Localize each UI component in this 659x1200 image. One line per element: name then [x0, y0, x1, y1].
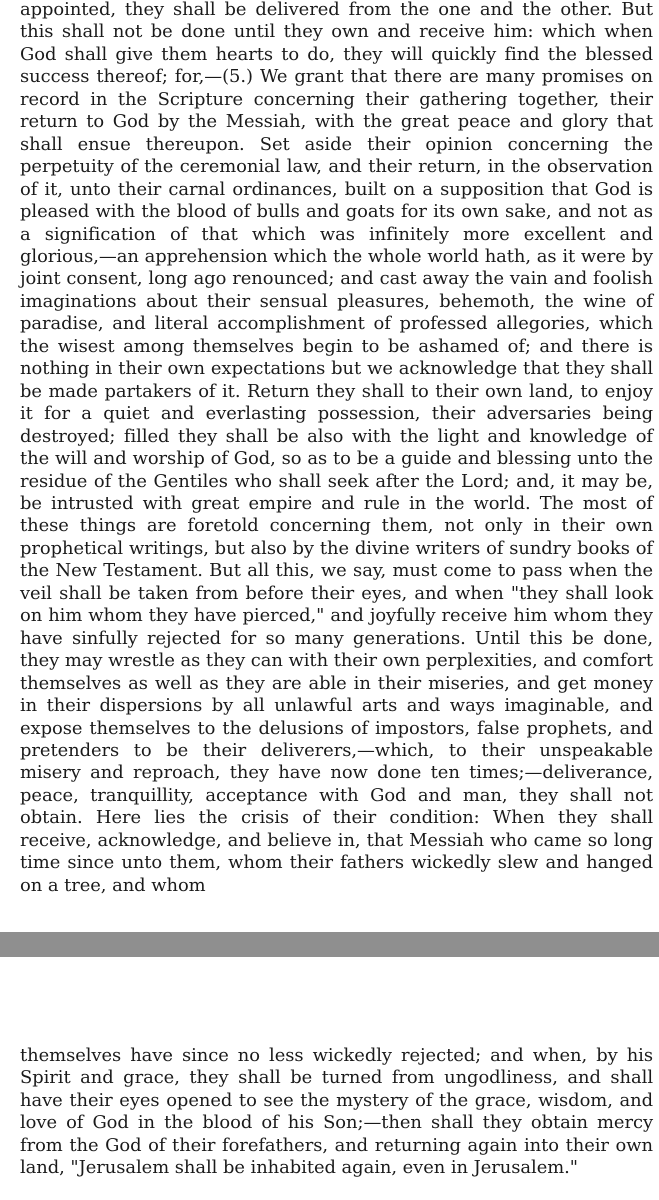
page-top-paragraph: appointed, they shall be delivered from the one and the other. But this shall not be done until they own and receive him: which when God shall give them hearts to do, they will quickly find the blessed success thereof; for,—(5.) We grant that there are many promises on record in the Scripture concerning their gathering together, their return to God by the Messiah, with the great peace and glory that shall ensue thereupon. Set aside their opinion concerning the perpetuity of the ceremonial law, and their return, in the observation of it, unto their carnal ordinances, built on a supposition that God is pleased with the blood of bulls and goats for its own sake, and not as a signification of that which was infinitely more excellent and glorious,—an apprehension which the whole world hath, as it were by joint consent, long ago renounced; and cast away the vain and foolish imaginations about their sensual pleasures, behemoth, the wine of paradise, and literal accomplishment of professed allegories, which the wisest among themselves begin to be ashamed of; and there is nothing in their own expectations but we acknowledge that they shall be made partakers of it. Return they shall to their own land, to enjoy it for a quiet and everlasting possession, their adversaries being destroyed; filled they shall be also with the light and knowledge of the will and worship of God, so as to be a guide and blessing unto the residue of the Gentiles who shall seek after the Lord; and, it may be, be intrusted with great empire and rule in the world. The most of these things are foretold concerning them, not only in their own prophetical writings, but also by the divine writers of sundry books of the New Testament. But all this, we say, must come to pass when the veil shall be taken from before their eyes, and when "they shall look on him whom they have pierced," and joyfully receive him whom they have sinfully rejected for so many generations. Until this be done, they may wrestle as they can with their own perplexities, and comfort themselves as well as they are able in their miseries, and get money in their dispersions by all unlawful arts and ways imaginable, and expose themselves to the delusions of impostors, false prophets, and pretenders to be their deliverers,—which, to their unspeakable misery and reproach, they have now done ten times;—deliverance, peace, tranquillity, acceptance with God and man, they shall not obtain. Here lies the crisis of their condition: When they shall receive, acknowledge, and believe in, that Messiah who came so long time since unto them, whom their fathers wickedly slew and hanged on a tree, and whom	[20, 0, 653, 896]
page-bottom-paragraph: themselves have since no less wickedly rejected; and when, by his Spirit and grace, they shall be turned from ungodliness, and shall have their eyes opened to see the mystery of the grace, wisdom, and love of God in the blood of his Son;—then shall they obtain mercy from the God of their forefathers, and returning again into their own land, "Jerusalem shall be inhabited again, even in Jerusalem."	[20, 1045, 653, 1179]
page-bottom	[0, 957, 659, 1200]
page-divider	[0, 932, 659, 957]
